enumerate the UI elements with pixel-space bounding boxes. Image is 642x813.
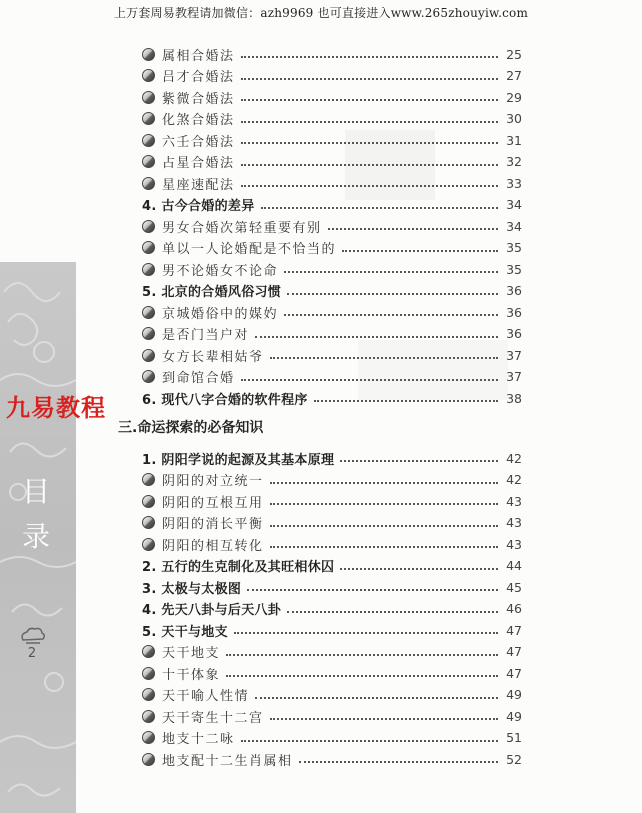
toc-label: 属相合婚法 [162,48,235,64]
toc-label: 男女合婚次第轻重要有别 [162,220,322,236]
dot-leader [342,250,498,252]
toc-page-number: 29 [506,89,522,105]
toc-item[interactable] [142,66,522,86]
toc-label: 是否门当户对 [162,328,250,343]
toc-label: 阴阳的相互转化 [162,538,264,554]
toc-label: 紫微合婚法 [162,91,235,107]
toc-page-number: 36 [506,283,522,298]
section-heading: 三.命运探索的必备知识 [118,420,264,436]
dot-leader [287,611,498,613]
toc-page-number: 47 [506,622,522,638]
toc-subsection[interactable] [142,556,522,576]
dot-leader [270,718,498,720]
toc-page-number: 47 [506,665,522,681]
bullet-icon [142,516,155,529]
toc-label: 4. 古今合婚的差异 [142,199,255,214]
toc-label: 6. 现代八字合婚的软件程序 [142,392,308,408]
bullet-icon [142,263,155,276]
toc-label: 十干体象 [162,667,221,683]
toc-page-number: 33 [506,175,522,191]
dot-leader [241,78,498,80]
bullet-icon [142,495,155,508]
dot-leader [314,400,498,402]
toc-label: 京城婚俗中的媒妁 [162,306,279,322]
toc-item[interactable] [142,152,522,172]
dot-leader [270,546,498,548]
toc-label: 男不论婚女不论命 [162,263,279,279]
toc-label: 占星合婚法 [162,156,235,171]
toc-label: 2. 五行的生克制化及其旺相休囚 [142,560,335,575]
toc-page-number: 37 [506,369,522,384]
bullet-icon [142,731,155,744]
bullet-icon [142,69,155,82]
toc-label: 地支十二咏 [162,732,235,747]
toc-subsection[interactable] [142,577,522,597]
toc-label: 天干地支 [162,646,221,661]
toc-subsection[interactable] [142,388,522,408]
dot-leader [241,121,498,123]
toc-page-number: 43 [506,515,522,530]
bullet-icon [142,645,155,658]
toc-item[interactable] [142,345,522,365]
bullet-icon [142,220,155,233]
toc-page-number: 51 [506,730,522,745]
toc-page-number: 47 [506,644,522,659]
toc-page-number: 42 [506,450,522,466]
toc-item[interactable] [142,663,522,683]
bullet-icon [142,112,155,125]
toc-subsection[interactable] [142,620,522,640]
toc-page-number: 45 [506,579,522,595]
toc-page-number: 49 [506,708,522,724]
toc-item[interactable] [142,513,522,533]
dot-leader [226,675,498,677]
dot-leader [241,379,498,381]
toc-page-number: 38 [506,390,522,406]
dot-leader [241,164,498,166]
bullet-icon [142,155,155,168]
toc-item[interactable] [142,534,522,554]
toc-page-number: 25 [506,46,522,62]
toc-item[interactable] [142,109,522,129]
bullet-icon [142,710,155,723]
toc-item[interactable] [142,324,522,344]
toc-title-char-1: 目 [22,475,51,508]
bullet-icon [142,306,155,319]
bullet-icon [142,177,155,190]
toc-item[interactable] [142,491,522,511]
toc-label: 阴阳的对立统一 [162,474,264,489]
toc-page-number: 36 [506,304,522,320]
toc-label: 天干寄生十二宫 [162,710,264,726]
toc-label: 地支配十二生肖属相 [162,753,293,769]
toc-page-number: 36 [506,326,522,341]
toc-label: 到命馆合婚 [162,371,235,386]
dot-leader [299,761,498,763]
toc-page-number: 46 [506,601,522,616]
toc-page-number: 27 [506,68,522,83]
toc-item[interactable] [142,706,522,726]
dot-leader [241,99,498,101]
toc-item[interactable] [142,87,522,107]
bullet-icon [142,48,155,61]
toc-item[interactable] [142,749,522,769]
toc-item[interactable] [142,44,522,64]
bullet-icon [142,91,155,104]
toc-page-number: 35 [506,240,522,255]
bullet-icon [142,538,155,551]
toc-title-char-2: 录 [22,520,51,553]
bullet-icon [142,241,155,254]
toc-label: 3. 太极与太极图 [142,581,242,597]
watermark-text: 九易教程 [6,394,106,422]
page-number: 2 [27,646,37,661]
dot-leader [255,336,498,338]
toc-item[interactable] [142,685,522,705]
toc-label: 吕才合婚法 [162,70,235,85]
toc-page-number: 37 [506,347,522,363]
toc-page-number: 31 [506,132,522,148]
toc-page-number: 49 [506,687,522,702]
toc-item[interactable] [142,259,522,279]
header-note: 上万套周易教程请加微信：azh9969 也可直接进入www.265zhouyiw.com [113,6,529,20]
toc-page-number: 44 [506,558,522,573]
dot-leader [255,697,498,699]
dot-leader [340,460,498,462]
toc-subsection[interactable] [142,281,522,301]
dot-leader [226,654,498,656]
toc-item[interactable] [142,216,522,236]
dot-leader [270,482,498,484]
toc-label: 女方长辈相姑爷 [162,349,264,365]
dot-leader [270,357,498,359]
toc-label: 1. 阴阳学说的起源及其基本原理 [142,452,335,468]
dot-leader [328,228,498,230]
toc-item[interactable] [142,302,522,322]
toc-item[interactable] [142,173,522,193]
dot-leader [340,568,498,570]
dot-leader [247,589,498,591]
toc-page-number: 42 [506,472,522,487]
toc-page-number: 52 [506,751,522,767]
dot-leader [241,185,498,187]
toc-label: 4. 先天八卦与后天八卦 [142,603,282,618]
dot-leader [261,207,498,209]
toc-label: 阴阳的消长平衡 [162,517,264,532]
bullet-icon [142,134,155,147]
toc-label: 天干喻人性情 [162,689,250,704]
toc-label: 阴阳的互根互用 [162,495,264,511]
dot-leader [241,56,498,58]
toc-page-number: 34 [506,197,522,212]
bullet-icon [142,473,155,486]
toc-page-number: 35 [506,261,522,277]
bullet-icon [142,327,155,340]
toc-item[interactable] [142,642,522,662]
toc-item[interactable] [142,728,522,748]
bullet-icon [142,370,155,383]
toc-subsection[interactable] [142,195,522,215]
toc-page-number: 32 [506,154,522,169]
bullet-icon [142,753,155,766]
dot-leader [284,271,498,273]
toc-label: 星座速配法 [162,177,235,193]
toc-subsection[interactable] [142,448,522,468]
toc-label: 5. 北京的合婚风俗习惯 [142,285,282,300]
toc-item[interactable] [142,367,522,387]
dot-leader [270,525,498,527]
bullet-icon [142,688,155,701]
dot-leader [287,293,498,295]
bullet-icon [142,349,155,362]
toc-item[interactable] [142,238,522,258]
toc-label: 5. 天干与地支 [142,624,228,640]
dot-leader [241,142,498,144]
toc-label: 化煞合婚法 [162,113,235,128]
dot-leader [284,314,498,316]
toc-item[interactable] [142,470,522,490]
dot-leader [234,632,498,634]
toc-subsection[interactable] [142,599,522,619]
toc-item[interactable] [142,130,522,150]
toc-page-number: 43 [506,493,522,509]
toc-label: 六壬合婚法 [162,134,235,150]
toc-label: 单以一人论婚配是不恰当的 [162,242,337,257]
bullet-icon [142,667,155,680]
toc-page-number: 43 [506,536,522,552]
dot-leader [270,503,498,505]
dot-leader [241,740,498,742]
toc-page-number: 34 [506,218,522,234]
toc-page-number: 30 [506,111,522,126]
